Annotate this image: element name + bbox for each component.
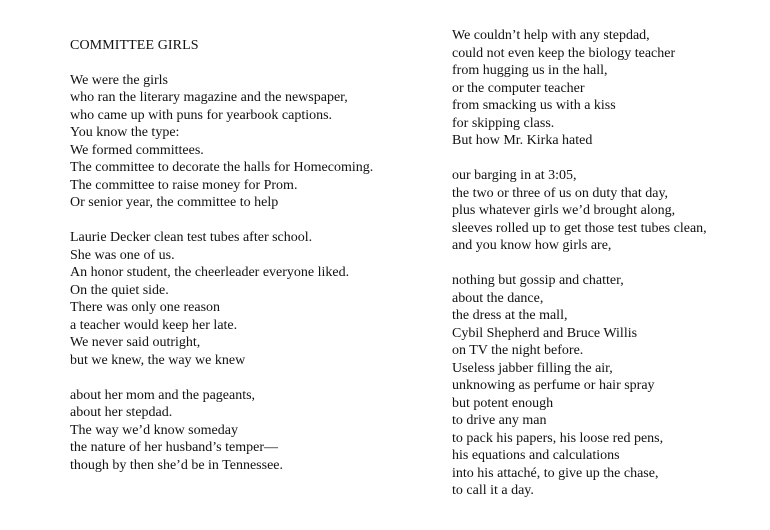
- stanza: [452, 167, 762, 255]
- poem-line: the dress at the mall,: [452, 308, 568, 323]
- poem-line: from smacking us with a kiss: [452, 98, 616, 113]
- poem-line: who ran the literary magazine and the newspaper,: [70, 90, 348, 105]
- poem-line: and you know how girls are,: [452, 238, 612, 253]
- poem-line: The committee to decorate the halls for Homecoming.: [70, 160, 374, 175]
- poem-line: There was only one reason: [70, 300, 221, 315]
- poem-line: plus whatever girls we’d brought along,: [452, 203, 676, 218]
- poem-line: On the quiet side.: [70, 282, 169, 298]
- poem-line: for skipping class.: [452, 115, 555, 131]
- stanza: [452, 27, 762, 150]
- poem-line: to call it a day.: [452, 483, 534, 498]
- poem-line: She was one of us.: [70, 247, 175, 263]
- stanza: [70, 229, 430, 369]
- poem-line: Useless jabber filling the air,: [452, 360, 613, 376]
- poem-line: You know the type:: [70, 125, 180, 140]
- poem-line: on TV the night before.: [452, 343, 584, 358]
- poem-line: but we knew, the way we knew: [70, 352, 246, 368]
- poem-line: about the dance,: [452, 290, 544, 306]
- poem-line: about her stepdad.: [70, 405, 173, 420]
- poem-line: Laurie Decker clean test tubes after school.: [70, 230, 313, 245]
- poem-line: the two or three of us on duty that day,: [452, 185, 669, 201]
- poem-line: into his attaché, to give up the chase,: [452, 465, 659, 481]
- poem-line: We formed committees.: [70, 142, 204, 158]
- poem-line: unknowing as perfume or hair spray: [452, 378, 655, 393]
- poem-line: though by then she’d be in Tennessee.: [70, 457, 283, 473]
- poem-line: sleeves rolled up to get those test tubes clean,: [452, 220, 707, 236]
- poem-line: Or senior year, the committee to help: [70, 195, 279, 210]
- poem-line: nothing but gossip and chatter,: [452, 273, 624, 288]
- poem-right-column: [452, 27, 762, 517]
- poem-line: An honor student, the cheerleader everyone liked.: [70, 265, 350, 280]
- poem-line: The committee to raise money for Prom.: [70, 177, 298, 193]
- poem-line: We couldn’t help with any stepdad,: [452, 28, 650, 43]
- poem-line: to drive any man: [452, 413, 547, 428]
- poem-line: Cybil Shepherd and Bruce Willis: [452, 325, 638, 341]
- poem-line: or the computer teacher: [452, 80, 585, 96]
- poem-line: But how Mr. Kirka hated: [452, 133, 593, 148]
- poem-line: We were the girls: [70, 72, 168, 88]
- poem-line: about her mom and the pageants,: [70, 387, 256, 403]
- stanza: [452, 272, 762, 500]
- stanza: [70, 387, 430, 475]
- poem-line: who came up with puns for yearbook captions.: [70, 107, 333, 123]
- poem-line: The way we’d know someday: [70, 422, 238, 438]
- poem-line: to pack his papers, his loose red pens,: [452, 430, 664, 446]
- poem-line: the nature of her husband’s temper—: [70, 440, 278, 455]
- stanza: [70, 72, 430, 212]
- poem-line: a teacher would keep her late.: [70, 317, 238, 333]
- poem-line: could not even keep the biology teacher: [452, 45, 676, 61]
- poem-left-column: [70, 37, 430, 492]
- poem-title: COMMITTEE GIRLS: [70, 38, 199, 53]
- poem-line: We never said outright,: [70, 335, 201, 350]
- poem-line: his equations and calculations: [452, 448, 620, 463]
- poem-line: our barging in at 3:05,: [452, 168, 577, 183]
- poem-line: from hugging us in the hall,: [452, 63, 608, 78]
- poem-line: but potent enough: [452, 395, 554, 411]
